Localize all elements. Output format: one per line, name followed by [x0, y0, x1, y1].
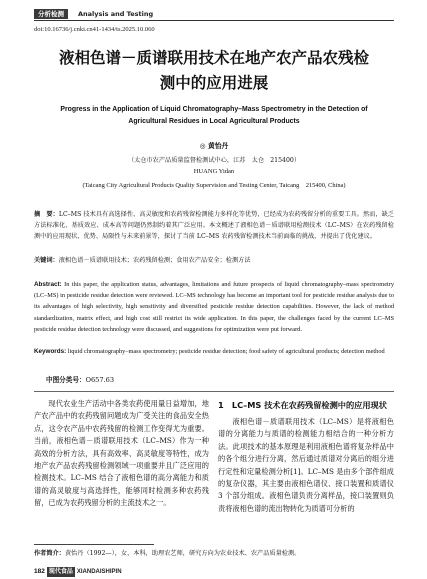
affiliation-cn: （太仓市农产品质量监督检测试中心，江苏 太仓 215400）	[127, 157, 301, 164]
title-en-line1: Progress in the Application of Liquid Chromatography–Mass Spectrometry in the Detection of	[60, 106, 368, 113]
clc-label: 中图分类号：	[46, 376, 86, 384]
keywords-cn	[34, 255, 394, 266]
title-en-line2: Agricultural Residues in Local Agricultural Products	[128, 118, 300, 125]
clc-value: O657.63	[85, 376, 115, 384]
keywords-cn-label: 关键词：	[34, 257, 59, 264]
divider	[34, 391, 394, 392]
author-footnote	[34, 548, 394, 557]
section-tag-cn: 分析检测	[34, 9, 68, 19]
abstract-cn	[34, 209, 394, 243]
keywords-en-text: liquid chromatography–mass spectrometry; pesticide residue detection; food safety of agricultural products; detection method	[67, 348, 385, 355]
abstract-en-label: Abstract:	[34, 281, 62, 288]
keywords-en	[34, 346, 394, 357]
clc-number	[46, 374, 114, 384]
page-footer	[34, 567, 122, 577]
title-cn-line1: 液相色谱－质谱联用技术在地产农产品农残检	[58, 49, 369, 67]
footnote-label: 作者简介：	[34, 550, 65, 557]
abstract-en	[34, 279, 394, 335]
author-cn: ◎ 黄怡丹	[199, 142, 229, 150]
section-tag-en: Analysis and Testing	[78, 10, 154, 18]
footnote-text: 黄怡丹（1992—），女，本科，助理农艺师，研究方向为农业技术、农产品质量检测。	[64, 550, 301, 557]
keywords-en-label: Keywords:	[34, 348, 67, 355]
abstract-cn-label: 摘 要：	[34, 211, 59, 218]
section-paragraph: 液相色谱－质谱联用技术（LC–MS）是将液相色谱的分离能力与质谱的检测能力相结合的一种分析方法。此项技术的基本原理是利用液相色谱将复杂样品中的各个组分进行分离，然后通过质谱对分离后的组分进行定性和定量检测分析[1]。LC–MS 是由多个部件组成的复杂仪器，其主要由液相色谱仪、接口装置和质谱仪 3 个部分组成。液相色谱负责分离样品，接口装置则负责将液相色谱的流出物转化为质谱可分析的	[218, 417, 394, 513]
footnote-rule	[34, 544, 154, 545]
affiliation-en: (Taicang City Agricultural Products Quality Supervision and Testing Center, Taicang 215400, China)	[82, 182, 346, 189]
keywords-cn-text: 液相色谱－质谱联用技术；农药残留检测；食用农产品安全；检测方法	[58, 257, 251, 264]
abstract-cn-text: LC–MS 技术具有高选择性、高灵敏度和农药残留检测能力多样化等优势，已经成为农药残留分析的重要工具。然而，缺乏方法标准化、基质效应、成本高等问题仍然制约着其广泛应用。本文概述了液相色谱－质谱联用检测技术（LC–MS）在农药残留检测中的应用现状、优势、局限性与未来前景等，探讨了当前 LC–MS 农药残留检测技术当前面临的挑战，并提出了优化建议。	[34, 211, 394, 241]
body-right-column	[218, 398, 394, 515]
journal-name-cn: 现代食品	[48, 568, 73, 575]
author-en: HUANG Yidan	[193, 168, 235, 175]
doi: doi:10.16736/j.cnki.cn41-1434/ts.2025.10.060	[34, 26, 155, 33]
body-left-column	[34, 398, 209, 510]
abstract-en-text: In this paper, the application status, advantages, limitations and future prospects of liquid chromatography–mass spectrometry (LC–MS) in pesticide residue detection were reviewed. LC–MS technology has become an important tool for pesticide residue analysis due to its advantages of high selectivity, high sensitivity and diversified pesticide residue detection capabilities. However, the lack of method standardization, matrix effect, and high cost still restrict its wide application. In this paper, the challenges faced by the current LC–MS pesticide residue detection technology were discussed, and suggestions for optimization were put forward.	[34, 281, 394, 333]
title-cn-line2: 测中的应用进展	[159, 74, 269, 92]
journal-name-en: XIANDAISHIPIN	[76, 569, 122, 575]
running-header	[34, 9, 394, 21]
page-number: 182	[34, 568, 45, 575]
intro-paragraph: 现代农业生产活动中各类农药使用量日益增加，地产农产品中的农药残留问题成为广受关注的食品安全热点，这令农产品中农药残留的检测工作变得尤为重要。当前，液相色谱－质谱联用技术（LC–MS）作为一种高效的分析方法，具有高效率、高灵敏度等特性，成为地产农产品农药残留检测领域一项重要并且广泛应用的检测技术。LC–MS 结合了液相色谱的高分离能力和质谱的高灵敏度与高选择性，能够同时检测多种农药残留，已成为农药残留分析的主流技术之一。	[34, 399, 209, 508]
section-heading: 1 LC–MS 技术在农药残留检测中的应用现状	[218, 400, 387, 410]
